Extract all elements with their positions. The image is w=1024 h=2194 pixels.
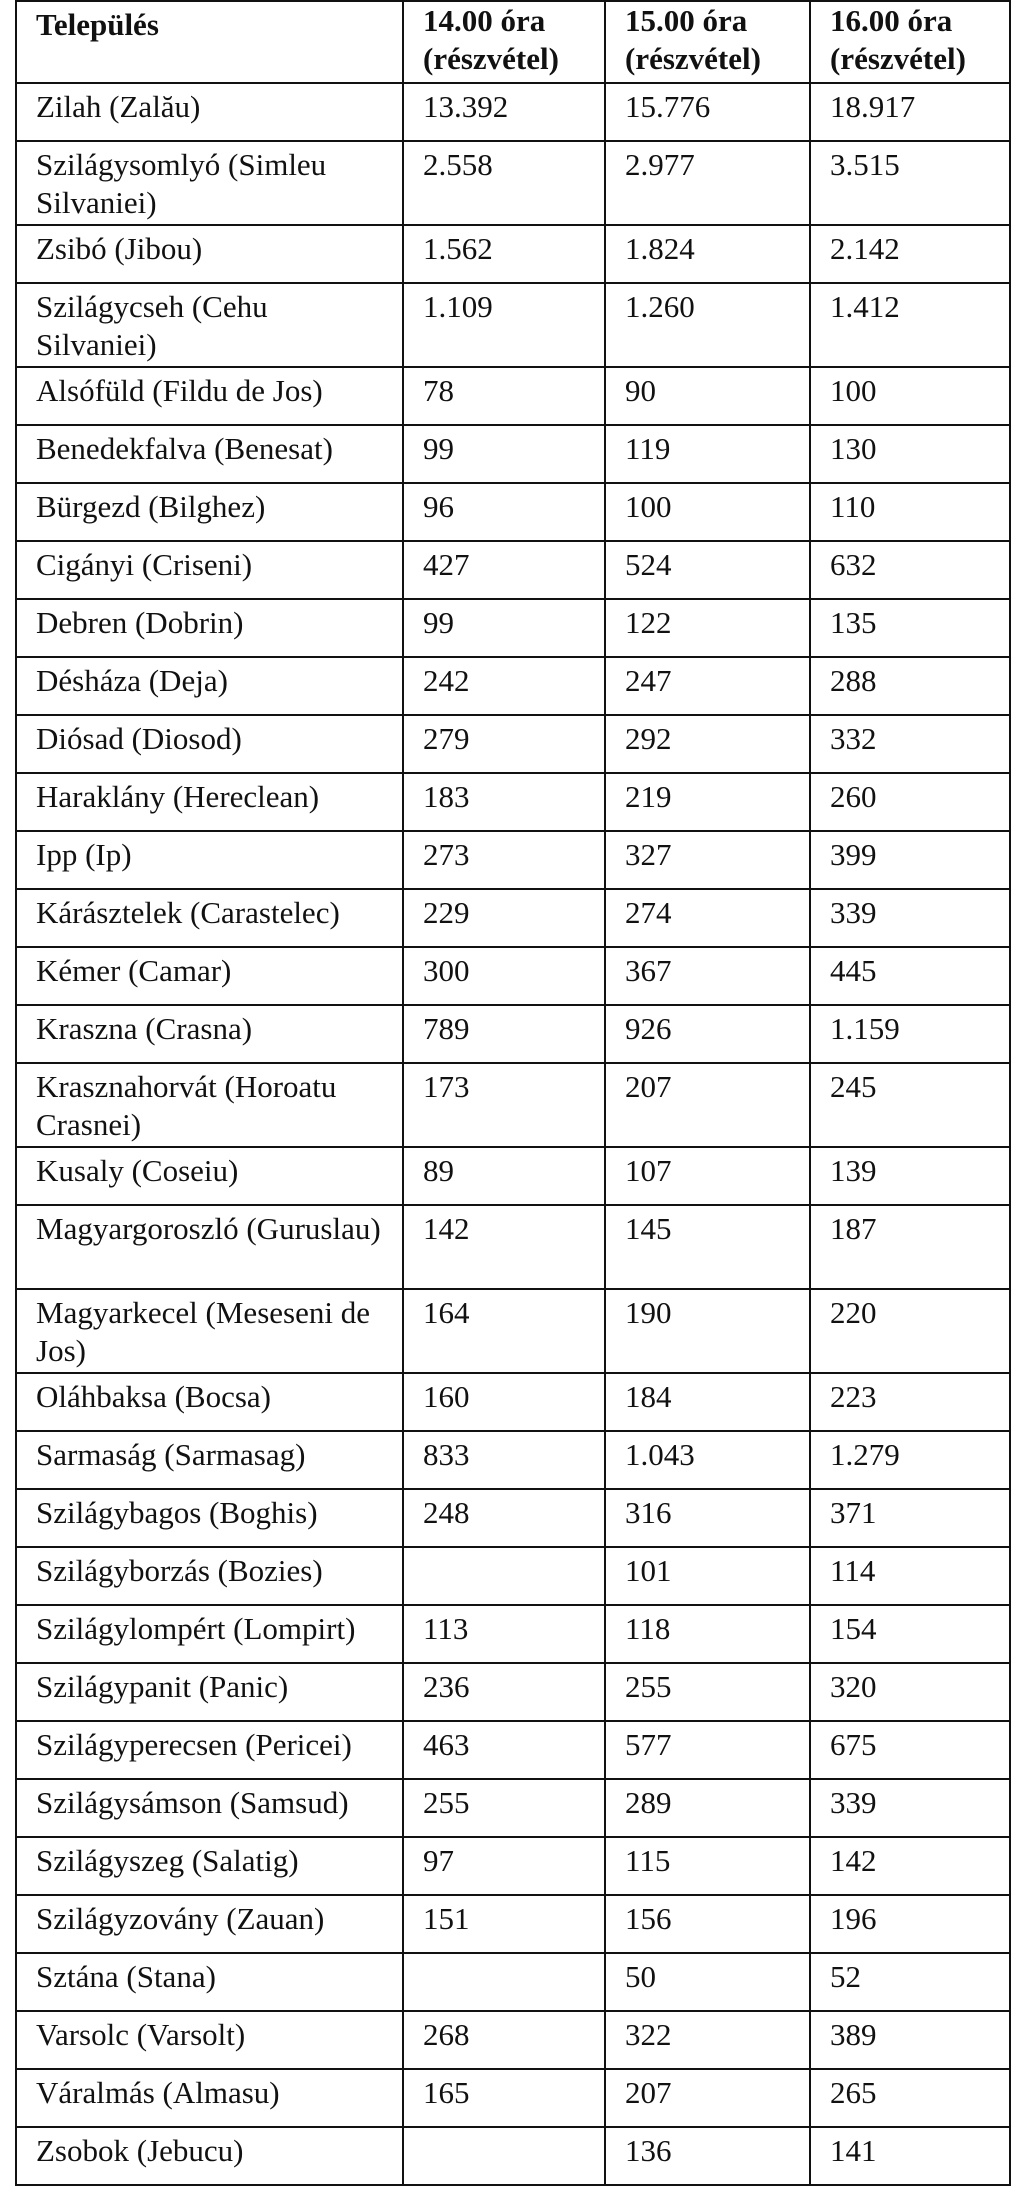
cell-settlement: Kraszna (Crasna) bbox=[16, 1005, 403, 1063]
cell-16h: 100 bbox=[810, 367, 1010, 425]
header-16h: 16.00 óra (részvétel) bbox=[810, 1, 1010, 83]
cell-16h: 288 bbox=[810, 657, 1010, 715]
cell-15h: 292 bbox=[605, 715, 810, 773]
cell-settlement: Szilágyzovány (Zauan) bbox=[16, 1895, 403, 1953]
cell-14h: 1.562 bbox=[403, 225, 605, 283]
cell-16h: 371 bbox=[810, 1489, 1010, 1547]
table-row bbox=[16, 283, 1010, 367]
cell-14h: 78 bbox=[403, 367, 605, 425]
cell-settlement: Magyarkecel (Meseseni de Jos) bbox=[16, 1289, 403, 1373]
cell-16h: 110 bbox=[810, 483, 1010, 541]
cell-settlement: Zsobok (Jebucu) bbox=[16, 2127, 403, 2185]
table-row bbox=[16, 83, 1010, 141]
cell-15h: 90 bbox=[605, 367, 810, 425]
cell-15h: 577 bbox=[605, 1721, 810, 1779]
cell-16h: 632 bbox=[810, 541, 1010, 599]
table-row bbox=[16, 225, 1010, 283]
cell-14h: 96 bbox=[403, 483, 605, 541]
table-row bbox=[16, 599, 1010, 657]
cell-settlement: Oláhbaksa (Bocsa) bbox=[16, 1373, 403, 1431]
cell-settlement: Szilágyszeg (Salatig) bbox=[16, 1837, 403, 1895]
cell-15h: 122 bbox=[605, 599, 810, 657]
cell-15h: 327 bbox=[605, 831, 810, 889]
cell-15h: 274 bbox=[605, 889, 810, 947]
cell-16h: 675 bbox=[810, 1721, 1010, 1779]
cell-14h: 99 bbox=[403, 599, 605, 657]
table-row bbox=[16, 1953, 1010, 2011]
cell-16h: 154 bbox=[810, 1605, 1010, 1663]
cell-15h: 1.260 bbox=[605, 283, 810, 367]
cell-settlement: Kárásztelek (Carastelec) bbox=[16, 889, 403, 947]
cell-14h: 151 bbox=[403, 1895, 605, 1953]
cell-settlement: Varsolc (Varsolt) bbox=[16, 2011, 403, 2069]
table-row bbox=[16, 2069, 1010, 2127]
cell-14h: 160 bbox=[403, 1373, 605, 1431]
cell-settlement: Szilágyborzás (Bozies) bbox=[16, 1547, 403, 1605]
cell-14h: 242 bbox=[403, 657, 605, 715]
table-row bbox=[16, 367, 1010, 425]
cell-14h: 142 bbox=[403, 1205, 605, 1289]
table-row bbox=[16, 425, 1010, 483]
table-row bbox=[16, 1895, 1010, 1953]
cell-15h: 322 bbox=[605, 2011, 810, 2069]
cell-settlement: Bürgezd (Bilghez) bbox=[16, 483, 403, 541]
table-row bbox=[16, 1605, 1010, 1663]
cell-14h: 427 bbox=[403, 541, 605, 599]
cell-15h: 289 bbox=[605, 1779, 810, 1837]
cell-14h: 273 bbox=[403, 831, 605, 889]
cell-settlement: Benedekfalva (Benesat) bbox=[16, 425, 403, 483]
table-row bbox=[16, 1663, 1010, 1721]
table-row bbox=[16, 141, 1010, 225]
cell-16h: 332 bbox=[810, 715, 1010, 773]
cell-16h: 52 bbox=[810, 1953, 1010, 2011]
cell-15h: 156 bbox=[605, 1895, 810, 1953]
cell-16h: 265 bbox=[810, 2069, 1010, 2127]
cell-14h: 833 bbox=[403, 1431, 605, 1489]
cell-14h: 1.109 bbox=[403, 283, 605, 367]
cell-15h: 107 bbox=[605, 1147, 810, 1205]
cell-15h: 115 bbox=[605, 1837, 810, 1895]
table-row bbox=[16, 2011, 1010, 2069]
table-row bbox=[16, 1147, 1010, 1205]
cell-settlement: Sztána (Stana) bbox=[16, 1953, 403, 2011]
cell-16h: 2.142 bbox=[810, 225, 1010, 283]
header-15h: 15.00 óra (részvétel) bbox=[605, 1, 810, 83]
cell-14h: 300 bbox=[403, 947, 605, 1005]
table-header-row bbox=[16, 1, 1010, 83]
cell-settlement: Szilágybagos (Boghis) bbox=[16, 1489, 403, 1547]
cell-settlement: Kémer (Camar) bbox=[16, 947, 403, 1005]
cell-16h: 130 bbox=[810, 425, 1010, 483]
cell-15h: 1.824 bbox=[605, 225, 810, 283]
table-row bbox=[16, 1837, 1010, 1895]
cell-14h: 183 bbox=[403, 773, 605, 831]
cell-16h: 389 bbox=[810, 2011, 1010, 2069]
table-row bbox=[16, 483, 1010, 541]
cell-14h: 165 bbox=[403, 2069, 605, 2127]
cell-settlement: Szilágycseh (Cehu Silvaniei) bbox=[16, 283, 403, 367]
cell-16h: 223 bbox=[810, 1373, 1010, 1431]
table-row bbox=[16, 1489, 1010, 1547]
cell-16h: 399 bbox=[810, 831, 1010, 889]
cell-settlement: Zilah (Zalău) bbox=[16, 83, 403, 141]
cell-settlement: Váralmás (Almasu) bbox=[16, 2069, 403, 2127]
table-row bbox=[16, 889, 1010, 947]
table-row bbox=[16, 541, 1010, 599]
header-settlement: Település bbox=[16, 1, 403, 83]
table-row bbox=[16, 831, 1010, 889]
cell-16h: 245 bbox=[810, 1063, 1010, 1147]
table-row bbox=[16, 1289, 1010, 1373]
table-row bbox=[16, 1205, 1010, 1289]
table-row bbox=[16, 1373, 1010, 1431]
cell-16h: 18.917 bbox=[810, 83, 1010, 141]
cell-15h: 207 bbox=[605, 1063, 810, 1147]
cell-settlement: Krasznahorvát (Horoatu Crasnei) bbox=[16, 1063, 403, 1147]
table-row bbox=[16, 1063, 1010, 1147]
cell-settlement: Désháza (Deja) bbox=[16, 657, 403, 715]
cell-15h: 184 bbox=[605, 1373, 810, 1431]
table-row bbox=[16, 657, 1010, 715]
cell-15h: 100 bbox=[605, 483, 810, 541]
cell-14h bbox=[403, 1547, 605, 1605]
cell-15h: 207 bbox=[605, 2069, 810, 2127]
cell-settlement: Debren (Dobrin) bbox=[16, 599, 403, 657]
cell-settlement: Alsófüld (Fildu de Jos) bbox=[16, 367, 403, 425]
cell-settlement: Cigányi (Criseni) bbox=[16, 541, 403, 599]
cell-14h bbox=[403, 1953, 605, 2011]
table-row bbox=[16, 947, 1010, 1005]
cell-16h: 142 bbox=[810, 1837, 1010, 1895]
cell-14h: 89 bbox=[403, 1147, 605, 1205]
cell-14h: 463 bbox=[403, 1721, 605, 1779]
cell-14h: 2.558 bbox=[403, 141, 605, 225]
cell-15h: 367 bbox=[605, 947, 810, 1005]
cell-15h: 219 bbox=[605, 773, 810, 831]
cell-14h: 97 bbox=[403, 1837, 605, 1895]
cell-14h: 173 bbox=[403, 1063, 605, 1147]
cell-16h: 187 bbox=[810, 1205, 1010, 1289]
cell-15h: 190 bbox=[605, 1289, 810, 1373]
cell-15h: 50 bbox=[605, 1953, 810, 2011]
cell-15h: 1.043 bbox=[605, 1431, 810, 1489]
cell-settlement: Szilágysomlyó (Simleu Silvaniei) bbox=[16, 141, 403, 225]
cell-16h: 196 bbox=[810, 1895, 1010, 1953]
cell-16h: 260 bbox=[810, 773, 1010, 831]
cell-16h: 1.279 bbox=[810, 1431, 1010, 1489]
table-row bbox=[16, 1005, 1010, 1063]
cell-15h: 926 bbox=[605, 1005, 810, 1063]
cell-15h: 255 bbox=[605, 1663, 810, 1721]
cell-15h: 15.776 bbox=[605, 83, 810, 141]
cell-16h: 1.412 bbox=[810, 283, 1010, 367]
cell-16h: 339 bbox=[810, 1779, 1010, 1837]
cell-settlement: Diósad (Diosod) bbox=[16, 715, 403, 773]
cell-14h: 268 bbox=[403, 2011, 605, 2069]
cell-16h: 139 bbox=[810, 1147, 1010, 1205]
cell-16h: 320 bbox=[810, 1663, 1010, 1721]
cell-15h: 136 bbox=[605, 2127, 810, 2185]
cell-14h bbox=[403, 2127, 605, 2185]
turnout-table bbox=[15, 0, 1011, 2186]
cell-14h: 13.392 bbox=[403, 83, 605, 141]
cell-14h: 113 bbox=[403, 1605, 605, 1663]
cell-16h: 220 bbox=[810, 1289, 1010, 1373]
cell-14h: 236 bbox=[403, 1663, 605, 1721]
table-body bbox=[16, 83, 1010, 2185]
cell-15h: 101 bbox=[605, 1547, 810, 1605]
cell-14h: 248 bbox=[403, 1489, 605, 1547]
cell-16h: 339 bbox=[810, 889, 1010, 947]
cell-15h: 316 bbox=[605, 1489, 810, 1547]
cell-16h: 3.515 bbox=[810, 141, 1010, 225]
cell-settlement: Haraklány (Hereclean) bbox=[16, 773, 403, 831]
table-row bbox=[16, 1779, 1010, 1837]
cell-settlement: Szilágysámson (Samsud) bbox=[16, 1779, 403, 1837]
table-row bbox=[16, 773, 1010, 831]
table-row bbox=[16, 1721, 1010, 1779]
table-row bbox=[16, 715, 1010, 773]
table-row bbox=[16, 1431, 1010, 1489]
cell-settlement: Sarmaság (Sarmasag) bbox=[16, 1431, 403, 1489]
cell-14h: 279 bbox=[403, 715, 605, 773]
cell-settlement: Szilágypanit (Panic) bbox=[16, 1663, 403, 1721]
cell-15h: 145 bbox=[605, 1205, 810, 1289]
cell-14h: 99 bbox=[403, 425, 605, 483]
cell-14h: 229 bbox=[403, 889, 605, 947]
cell-15h: 247 bbox=[605, 657, 810, 715]
cell-settlement: Szilágylompért (Lompirt) bbox=[16, 1605, 403, 1663]
cell-14h: 164 bbox=[403, 1289, 605, 1373]
cell-15h: 2.977 bbox=[605, 141, 810, 225]
cell-settlement: Ipp (Ip) bbox=[16, 831, 403, 889]
cell-settlement: Magyargoroszló (Guruslau) bbox=[16, 1205, 403, 1289]
table-row bbox=[16, 2127, 1010, 2185]
header-14h: 14.00 óra (részvétel) bbox=[403, 1, 605, 83]
cell-settlement: Szilágyperecsen (Pericei) bbox=[16, 1721, 403, 1779]
cell-16h: 141 bbox=[810, 2127, 1010, 2185]
cell-settlement: Zsibó (Jibou) bbox=[16, 225, 403, 283]
cell-16h: 1.159 bbox=[810, 1005, 1010, 1063]
cell-15h: 524 bbox=[605, 541, 810, 599]
cell-16h: 114 bbox=[810, 1547, 1010, 1605]
cell-15h: 119 bbox=[605, 425, 810, 483]
cell-15h: 118 bbox=[605, 1605, 810, 1663]
cell-14h: 255 bbox=[403, 1779, 605, 1837]
cell-14h: 789 bbox=[403, 1005, 605, 1063]
cell-16h: 445 bbox=[810, 947, 1010, 1005]
cell-16h: 135 bbox=[810, 599, 1010, 657]
table-row bbox=[16, 1547, 1010, 1605]
cell-settlement: Kusaly (Coseiu) bbox=[16, 1147, 403, 1205]
